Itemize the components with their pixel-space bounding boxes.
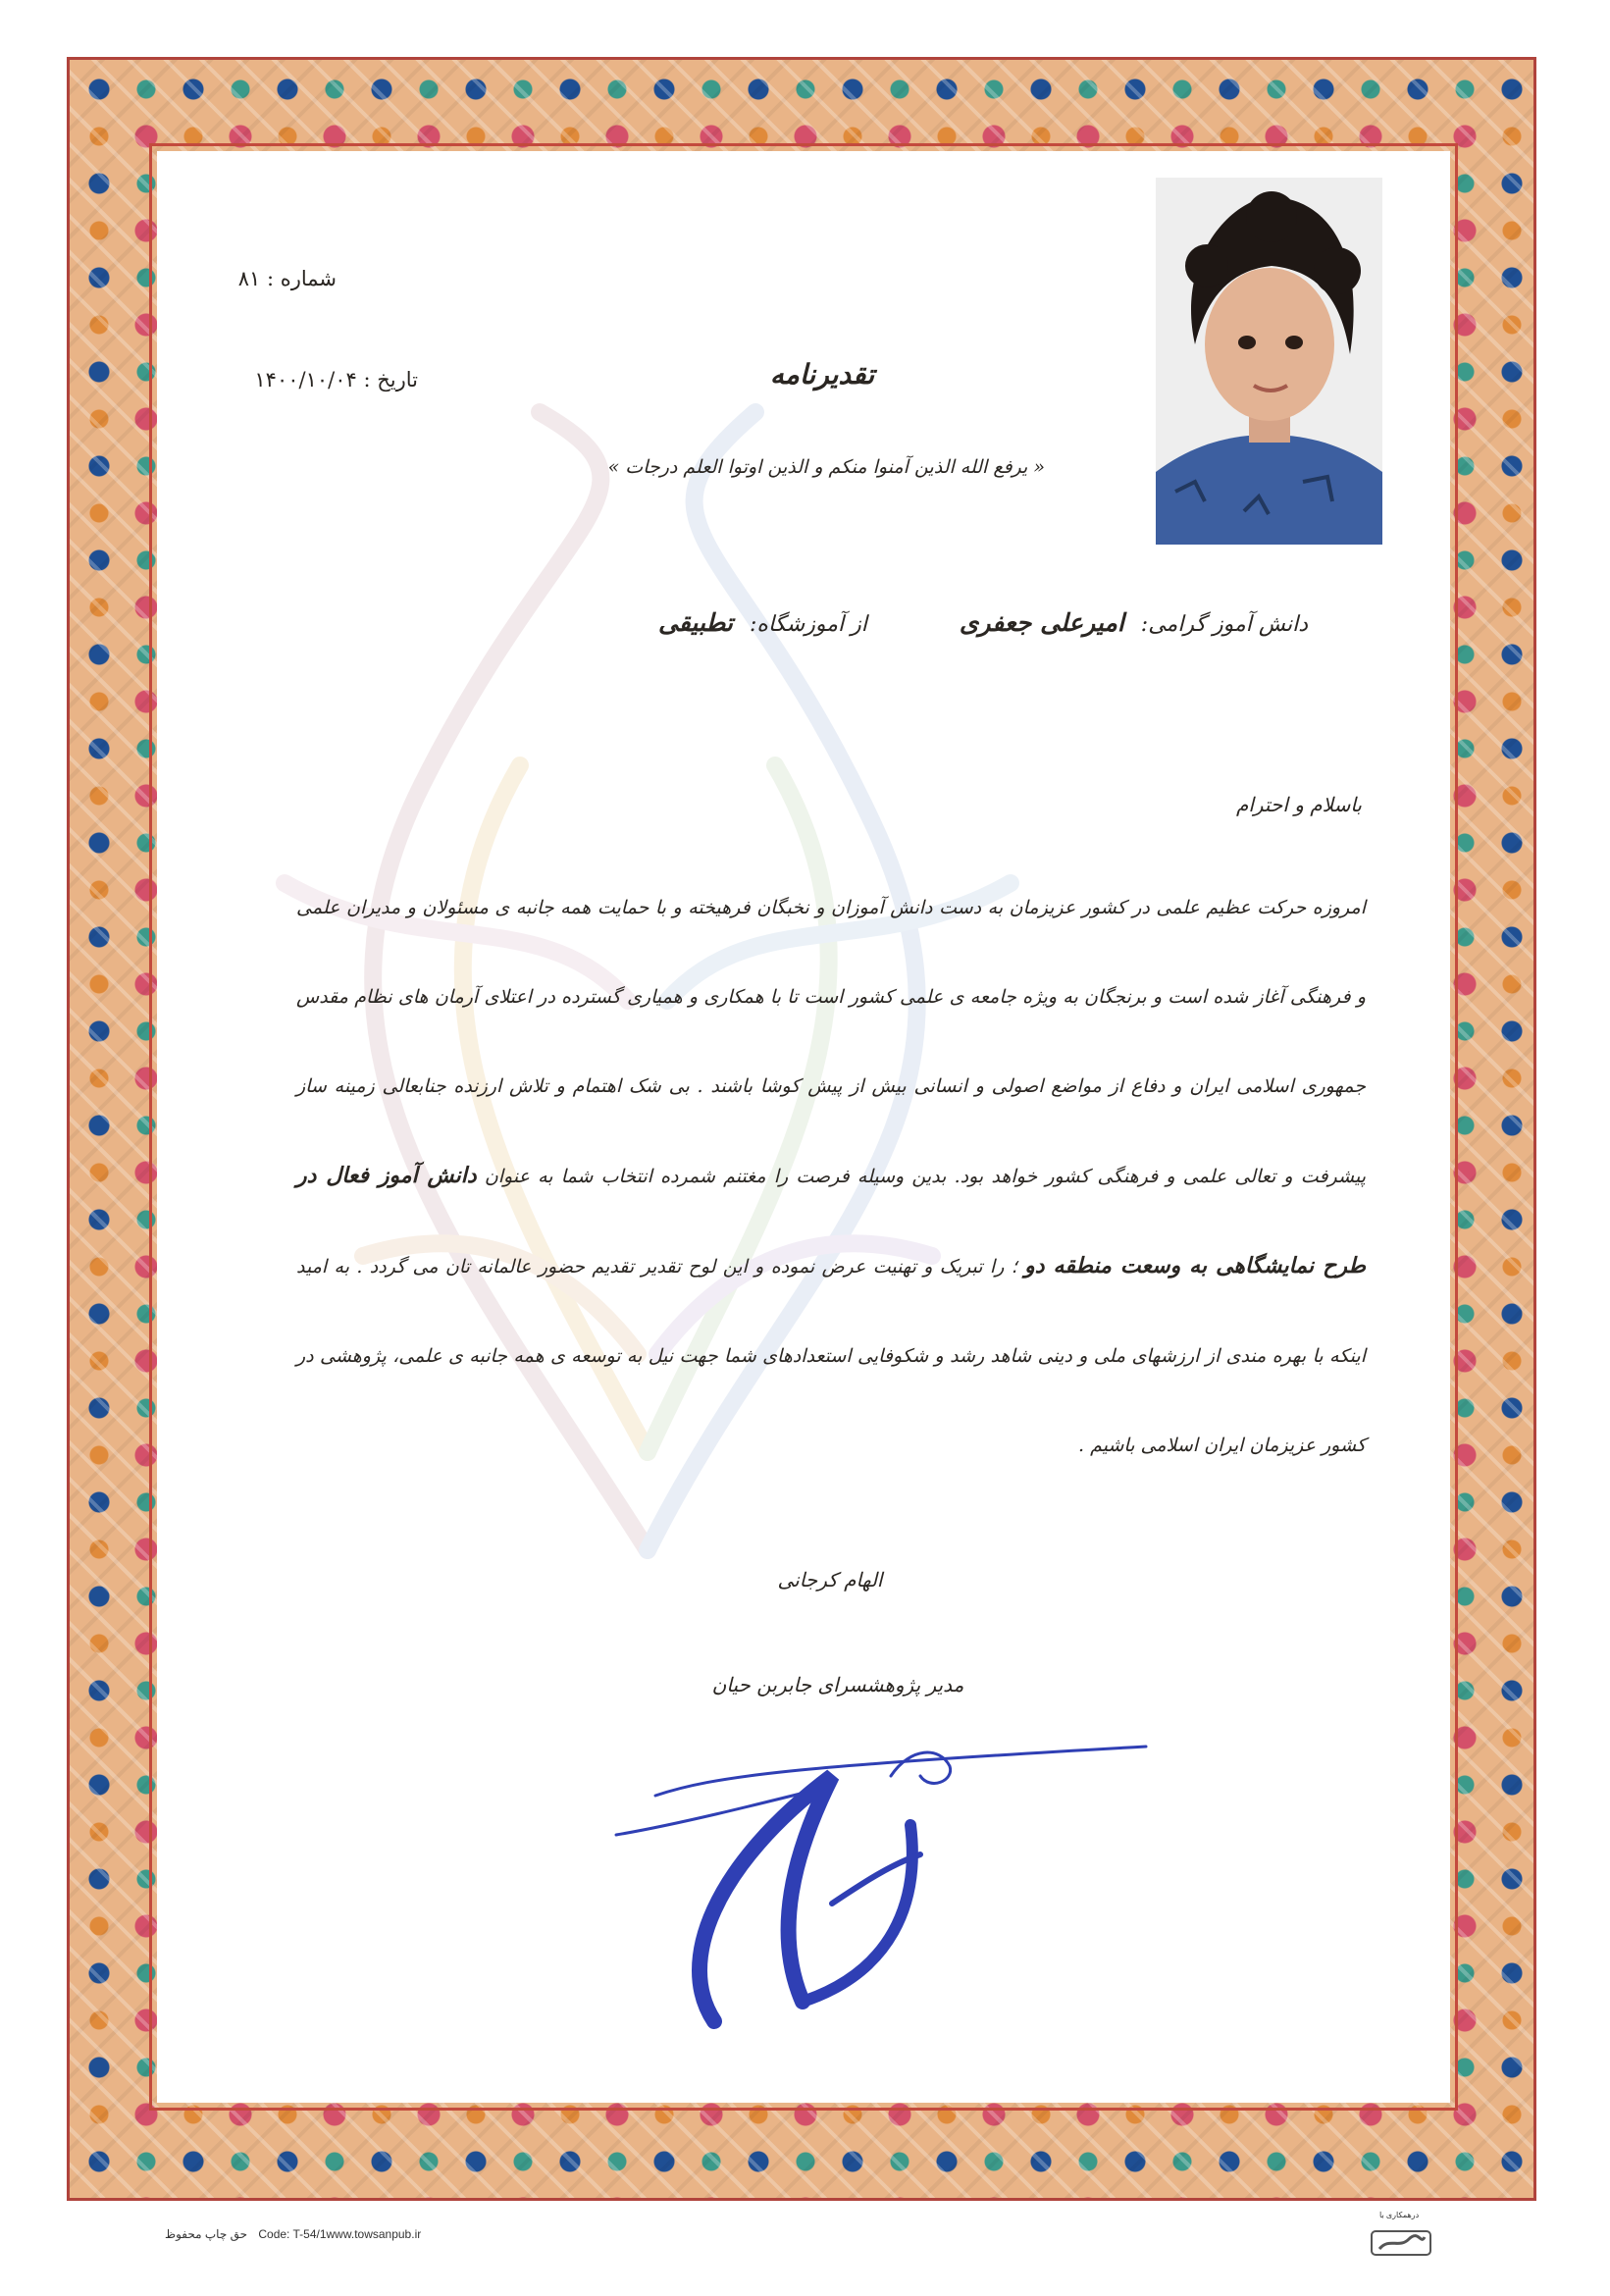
greeting: باسلام و احترام — [1235, 793, 1362, 816]
certificate-title: تقدیرنامه — [769, 358, 875, 391]
certificate-body — [296, 863, 1366, 1490]
student-label: دانش آموز گرامی: — [1140, 612, 1308, 637]
signer-title: مدیر پژوهشسرای جابربن حیان — [711, 1673, 964, 1696]
student-line — [649, 608, 1308, 637]
body-text-part2: ؛ را تبریک و تهنیت عرض نموده و این لوح تقدیر تقدیم حضور عالمانه تان می گردد . به امید اینکه با بهره مندی از ارزشهای ملی و دینی شاهد رشد و شکوفایی استعدادهای شما جهت نیل به توسعه ی همه جانبه ی علمی، پژوهشی در کشور عزیزمان ایران اسلامی باشیم . — [296, 1256, 1366, 1456]
body-text-part1: امروزه حرکت عظیم علمی در کشور عزیزمان به دست دانش آموزان و نخبگان فرهیخته و با حمایت همه جانبه ی مسئولان و مدیران علمی و فرهنگی آغاز شده است و برنجگان به ویژه جامعه ی علمی کشور است تا با همکاری و همیاری گسترده در اعتلای آرمان های نظام مقدس جمهوری اسلامی ایران و دفاع از مواضع اصولی و انسانی بیش از پیش کوشا باشند . بی شک اهتمام و تلاش ارزنده جنابعالی زمینه ساز پیشرفت و تعالی علمی و فرهنگی کشور خواهد بود. بدین وسیله فرصت را مغتنم شمرده انتخاب شما به عنوان — [296, 897, 1366, 1187]
student-name: امیرعلی جعفری — [959, 608, 1124, 637]
student-photo — [1156, 178, 1382, 545]
quran-verse: « یرفع الله الذین آمنوا منکم و الذین اوتوا العلم درجات » — [607, 456, 1045, 478]
certificate-number: شماره : ۸۱ — [237, 267, 337, 290]
publisher-logo — [1370, 2219, 1432, 2259]
footer-code-text: Code: T-54/1www.towsanpub.ir — [258, 2227, 422, 2241]
signature-and-stamp — [597, 1707, 1156, 2031]
body-highlight: دانش آموز فعال در طرح نمایشگاهی به وسعت منطقه دو — [296, 1163, 1366, 1278]
certificate-date: تاریخ : ۱۴۰۰/۱۰/۰۴ — [254, 368, 418, 391]
signer-name: الهام کرجانی — [777, 1568, 883, 1592]
footer-rights: حق چاپ محفوظ — [165, 2227, 248, 2241]
school-name: تطبیقی — [657, 608, 733, 637]
footer-code — [165, 2227, 421, 2241]
school-label: از آموزشگاه: — [750, 612, 867, 637]
footer-logo-caption: درهمکاری با — [1379, 2211, 1420, 2219]
